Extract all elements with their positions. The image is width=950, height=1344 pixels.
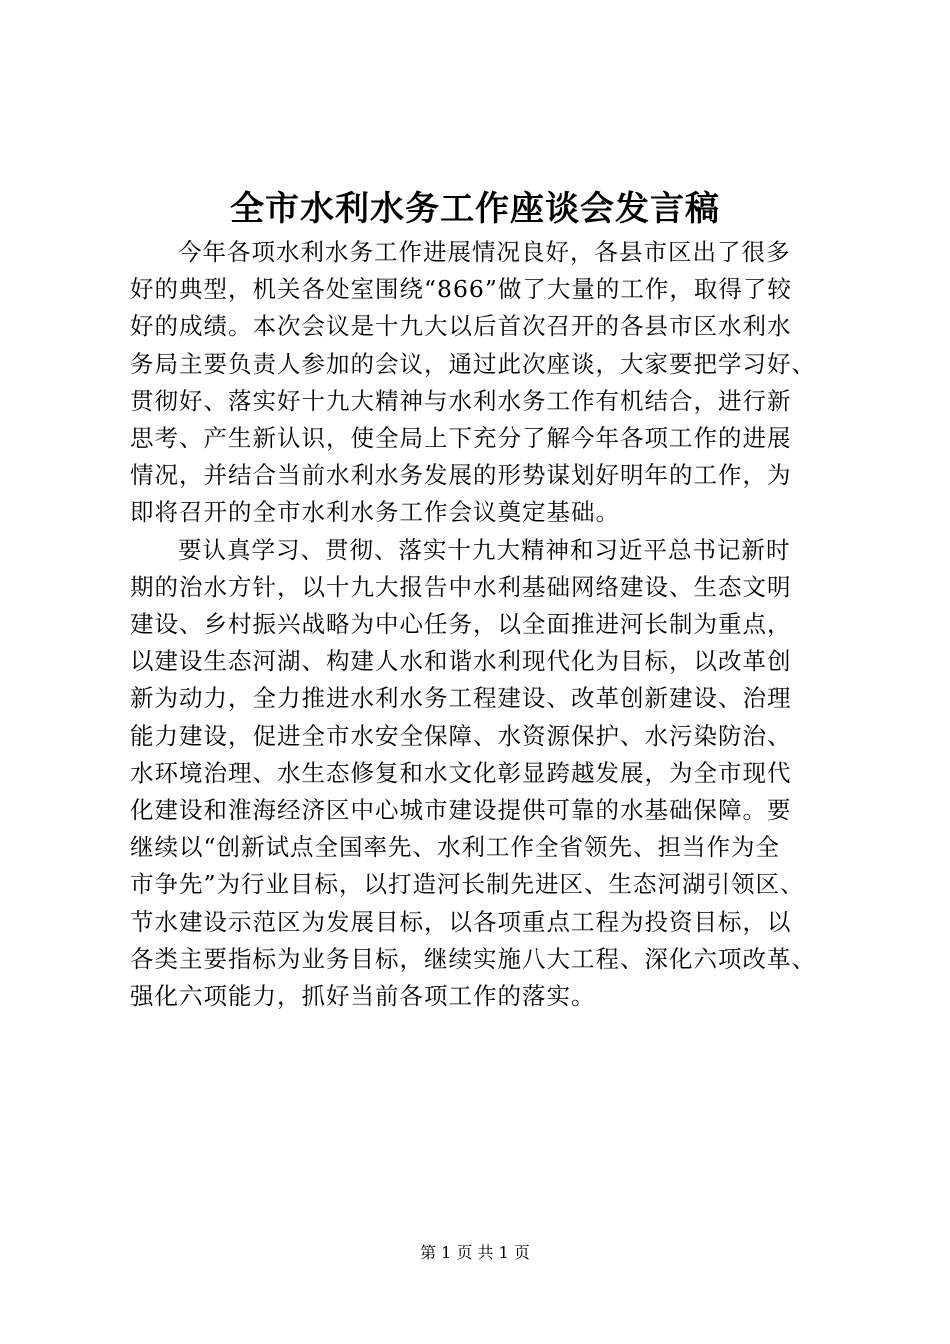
page-number-footer: 第 1 页 共 1 页: [420, 1243, 530, 1262]
document-body: [130, 234, 850, 1015]
paragraph-1: 今年各项水利水务工作进展情况良好，各县市区出了很多 好的典型，机关各处室围绕“866”做了大量的工作，取得了较 好的成绩。本次会议是十九大以后首次召开的各县市区水利水 务局主要负责人参加的会议，通过此次座谈，大家要把学习好、 贯彻好、落实好十九大精神与水利水务工作有机结合，进行新 思考、产生新认识，使全局上下充分了解今年各项工作的进展 情况，并结合当前水利水务发展的形势谋划好明年的工作，为 即将召开的全市水利水务工作会议奠定基础。: [130, 238, 816, 527]
document-title: 全市水利水务工作座谈会发言稿: [230, 189, 720, 229]
paragraph-2: 要认真学习、贯彻、落实十九大精神和习近平总书记新时 期的治水方针，以十九大报告中水利基础网络建设、生态文明 建设、乡村振兴战略为中心任务，以全面推进河长制为重点， 以建设生态河湖、构建人水和谐水利现代化为目标，以改革创 新为动力，全力推进水利水务工程建设、改革创新建设、治理 能力建设，促进全市水安全保障、水资源保护、水污染防治、 水环境治理、水生态修复和水文化彰显跨越发展，为全市现代 化建设和淮海经济区中心城市建设提供可靠的水基础保障。要 继续以“创新试点全国率先、水利工作全省领先、担当作为全 市争先”为行业目标，以打造河长制先进区、生态河湖引领区、 节水建设示范区为发展目标，以各项重点工程为投资目标，以 各类主要指标为业务目标，继续实施八大工程、深化六项改革、 强化六项能力，抓好当前各项工作的落实。: [130, 535, 816, 1011]
